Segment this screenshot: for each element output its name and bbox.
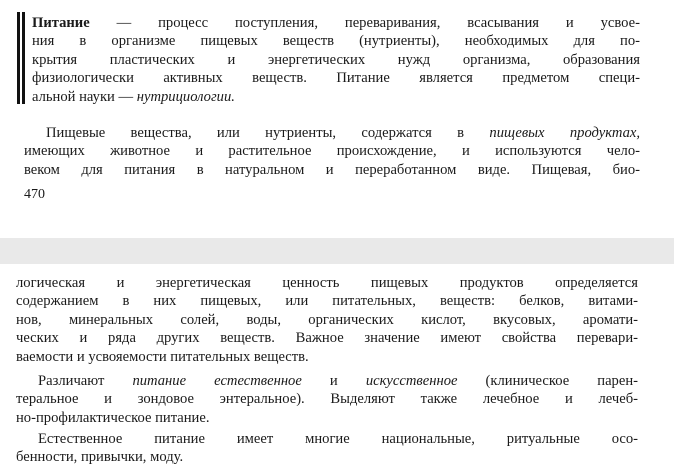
types-paragraph — [16, 372, 638, 427]
italic-term: питание естественное — [132, 373, 302, 389]
text-line: альной науки — нутрициологии. — [32, 88, 235, 105]
nutrients-paragraph — [24, 124, 640, 179]
text-line: теральное и зондовое энтеральное). Выделяют также лечебное и лечеб- — [16, 391, 638, 408]
text-line: содержанием в них пищевых, или питательных, веществ: белков, витами- — [16, 293, 638, 310]
text-line: Естественное питание имеет многие национальные, ритуальные осо- — [38, 431, 638, 447]
natural-nutrition-paragraph — [16, 430, 638, 467]
value-paragraph — [16, 274, 638, 366]
text-line: нов, минеральных солей, воды, органических кислот, вкусовых, аромати- — [16, 311, 638, 328]
defined-term: Питание — [32, 15, 90, 31]
text-line: Пищевые вещества, или нутриенты, содержатся в пищевых продуктах, — [46, 125, 640, 141]
text-line: но-профилактическое питание. — [16, 409, 210, 426]
text-line: бенности, привычки, моду. — [16, 449, 184, 466]
text-line: веком для питания в натуральном и переработанном виде. Пищевая, био- — [24, 161, 640, 178]
text-line: логическая и энергетическая ценность пищевых продуктов определяется — [16, 275, 638, 291]
text-line: ческих и ряда других веществ. Важное значение имеют свойства перевари- — [16, 330, 638, 347]
definition-marker-bar — [22, 12, 25, 104]
italic-term: нутрициологии. — [136, 88, 235, 105]
definition-marker-bar — [17, 12, 20, 104]
text-line: физиологически активных веществ. Питание является предметом специ- — [32, 70, 640, 87]
page-number: 470 — [24, 187, 45, 202]
italic-term: пищевых продуктах, — [489, 125, 640, 141]
text-line: крытия пластических и энергетических нужд организма, образования — [32, 51, 640, 68]
italic-term: искусственное — [365, 373, 458, 389]
text-line: имеющих животное и растительное происхождение, и используются чело- — [24, 143, 640, 160]
definition-paragraph — [32, 14, 640, 106]
text-line: Питание — процесс поступления, переваривания, всасывания и усвое- — [32, 15, 640, 31]
text-line: ния в организме пищевых веществ (нутриенты), необходимых для по- — [32, 33, 640, 50]
page-separator — [0, 238, 674, 264]
text-line: Различают питание естественное и искусственное (клиническое парен- — [38, 373, 638, 389]
text-line: ваемости и усвояемости питательных веществ. — [16, 348, 309, 365]
